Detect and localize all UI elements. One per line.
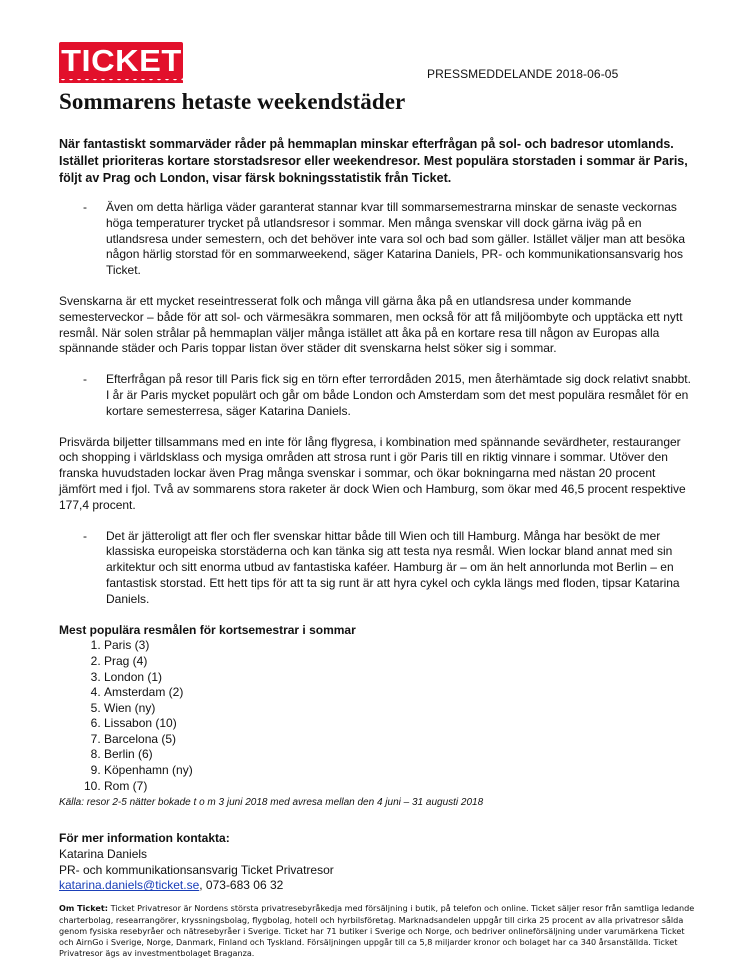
list-item: 2. Prag (4) xyxy=(104,654,695,670)
contact-phone: , 073-683 06 32 xyxy=(199,878,284,893)
page-title: Sommarens hetaste weekendstäder xyxy=(59,89,406,114)
about-ticket xyxy=(59,903,695,959)
quote-text-3: Det är jätteroligt att fler och fler svenskar hittar både till Wien och till Hamburg. Många har besökt de mer klassiska europeiska storstäderna och kan tänka sig att testa nya resmål. Wien lockar bland annat med sin arkitektur och sitt enorma utbud av fantastiska kaféer. Hamburg är – om än helt annorlunda mot Berlin – en fantastisk storstad. Ett hett tips för att ta sig runt är att hyra cykel och cykla längs med floden, tipsar Katarina Daniels. xyxy=(106,528,680,606)
source-note: Källa: resor 2-5 nätter bokade t o m 3 juni 2018 med avresa mellan den 4 juni – 31 augusti 2018 xyxy=(59,797,484,809)
contact-block xyxy=(59,831,695,894)
email-link[interactable]: katarina.daniels@ticket.se xyxy=(59,878,200,893)
list-item: 7. Barcelona (5) xyxy=(104,732,695,748)
quote-text-2: Efterfrågan på resor till Paris fick sig en törn efter terrordåden 2015, men återhämtade sig dock relativt snabbt. I år är Paris mycket populärt och går om både London och Amsterdam som det mest populära resmålet för en kortare semesterresa, säger Katarina Daniels. xyxy=(106,372,691,418)
list-item: 4. Amsterdam (2) xyxy=(104,685,695,701)
destination-list xyxy=(59,638,695,794)
list-item: 3. London (1) xyxy=(104,670,695,686)
list-item: 1. Paris (3) xyxy=(104,638,695,654)
list-heading: Mest populära resmålen för kortsemestrar i sommar xyxy=(59,622,356,637)
logo-perforation xyxy=(59,78,183,83)
contact-name: Katarina Daniels xyxy=(59,846,148,861)
paragraph-2: Prisvärda biljetter tillsammans med en inte för lång flygresa, i kombination med spännande sevärdheter, restauranger och shopping i världsklass och mysiga områden att strosa runt i gör Paris till en riktig vinnare i sommar. Utöver den franska huvudstaden lockar även Prag många svenskar i sommar, och ökar bokningarna med nästan 20 procent jämfört med i fjol. Två av sommarens stora raketer är dock Wien och Hamburg, som ökar med 46,5 procent respektive 177,4 procent. xyxy=(59,434,686,512)
article-body xyxy=(59,136,695,960)
quote-block-1 xyxy=(59,200,695,279)
about-label: Om Ticket: xyxy=(59,903,108,914)
bullet-dash: - xyxy=(83,528,87,543)
list-item: 5. Wien (ny) xyxy=(104,701,695,717)
quote-block-2 xyxy=(59,372,695,419)
contact-role: PR- och kommunikationsansvarig Ticket Privatresor xyxy=(59,862,334,877)
list-item: 6. Lissabon (10) xyxy=(104,716,695,732)
quote-text-1: Även om detta härliga väder garanterat stannar kvar till sommarsemestrarna minskar de senaste veckornas höga temperaturer trycket på utlandsresor i sommar. Men många svenskar vill dock gärna iväg på en utlandsresa under semestern, och det behöver inte vara sol och bad som gäller. Istället väljer man att besöka någon härlig storstad för en sommarweekend, säger Katarina Daniels, PR- och kommunikationsansvarig hos Ticket. xyxy=(106,200,685,278)
list-item: 8. Berlin (6) xyxy=(104,747,695,763)
list-item: 10. Rom (7) xyxy=(104,779,695,795)
about-text: Ticket Privatresor är Nordens största privatresebyråkedja med försäljning i butik, på telefon och online. Ticket säljer resor från samtliga ledande charterbolag, researrangörer, kryssningsbolag, flygbolag, hotell och hyrbilsföretag. Marknadsandelen uppgår till cirka 25 procent av alla privatresor sålda genom fysiska resebyråer och nätresebyråer i Sverige. Ticket har 71 butiker i Sverige och Norge, och bedriver onlineförsäljning under varumärkena Ticket och AirnGo i Sverige, Norge, Danmark, Finland och Tyskland. Försäljningen uppgår till ca 5,8 miljarder kronor och bolaget har ca 340 årsanställda. Ticket Privatresor ägs av investmentbolaget Braganza. xyxy=(59,903,695,959)
press-release-date: PRESSMEDDELANDE 2018-06-05 xyxy=(427,67,619,81)
bullet-dash: - xyxy=(83,372,87,387)
lead-paragraph: När fantastiskt sommarväder råder på hemmaplan minskar efterfrågan på sol- och badresor utomlands. Istället prioriteras kortare storstadsresor eller weekendresor. Mest populära storstaden i sommar är Paris, följt av Prag och London, visar färsk bokningsstatistik från Ticket. xyxy=(59,137,688,185)
contact-line xyxy=(59,878,695,894)
ticket-logo xyxy=(59,42,183,79)
paragraph-1: Svenskarna är ett mycket reseintresserat folk och många vill gärna åka på en utlandsresa under kommande semesterveckor – både för att sol- och värmesäkra sommaren, men också för att få miljöombyte och upptäcka ett nytt resmål. När solen strålar på hemmaplan väljer många istället att åka på en kortare resa till någon av Europas alla spännande städer och Paris toppar listan över städer dit svenskarna helst söker sig i sommar. xyxy=(59,293,683,356)
bullet-dash: - xyxy=(83,200,87,214)
quote-block-3 xyxy=(59,529,695,608)
list-item: 9. Köpenhamn (ny) xyxy=(104,763,695,779)
contact-heading: För mer information kontakta: xyxy=(59,831,230,846)
logo-text: TICKET xyxy=(60,43,182,78)
